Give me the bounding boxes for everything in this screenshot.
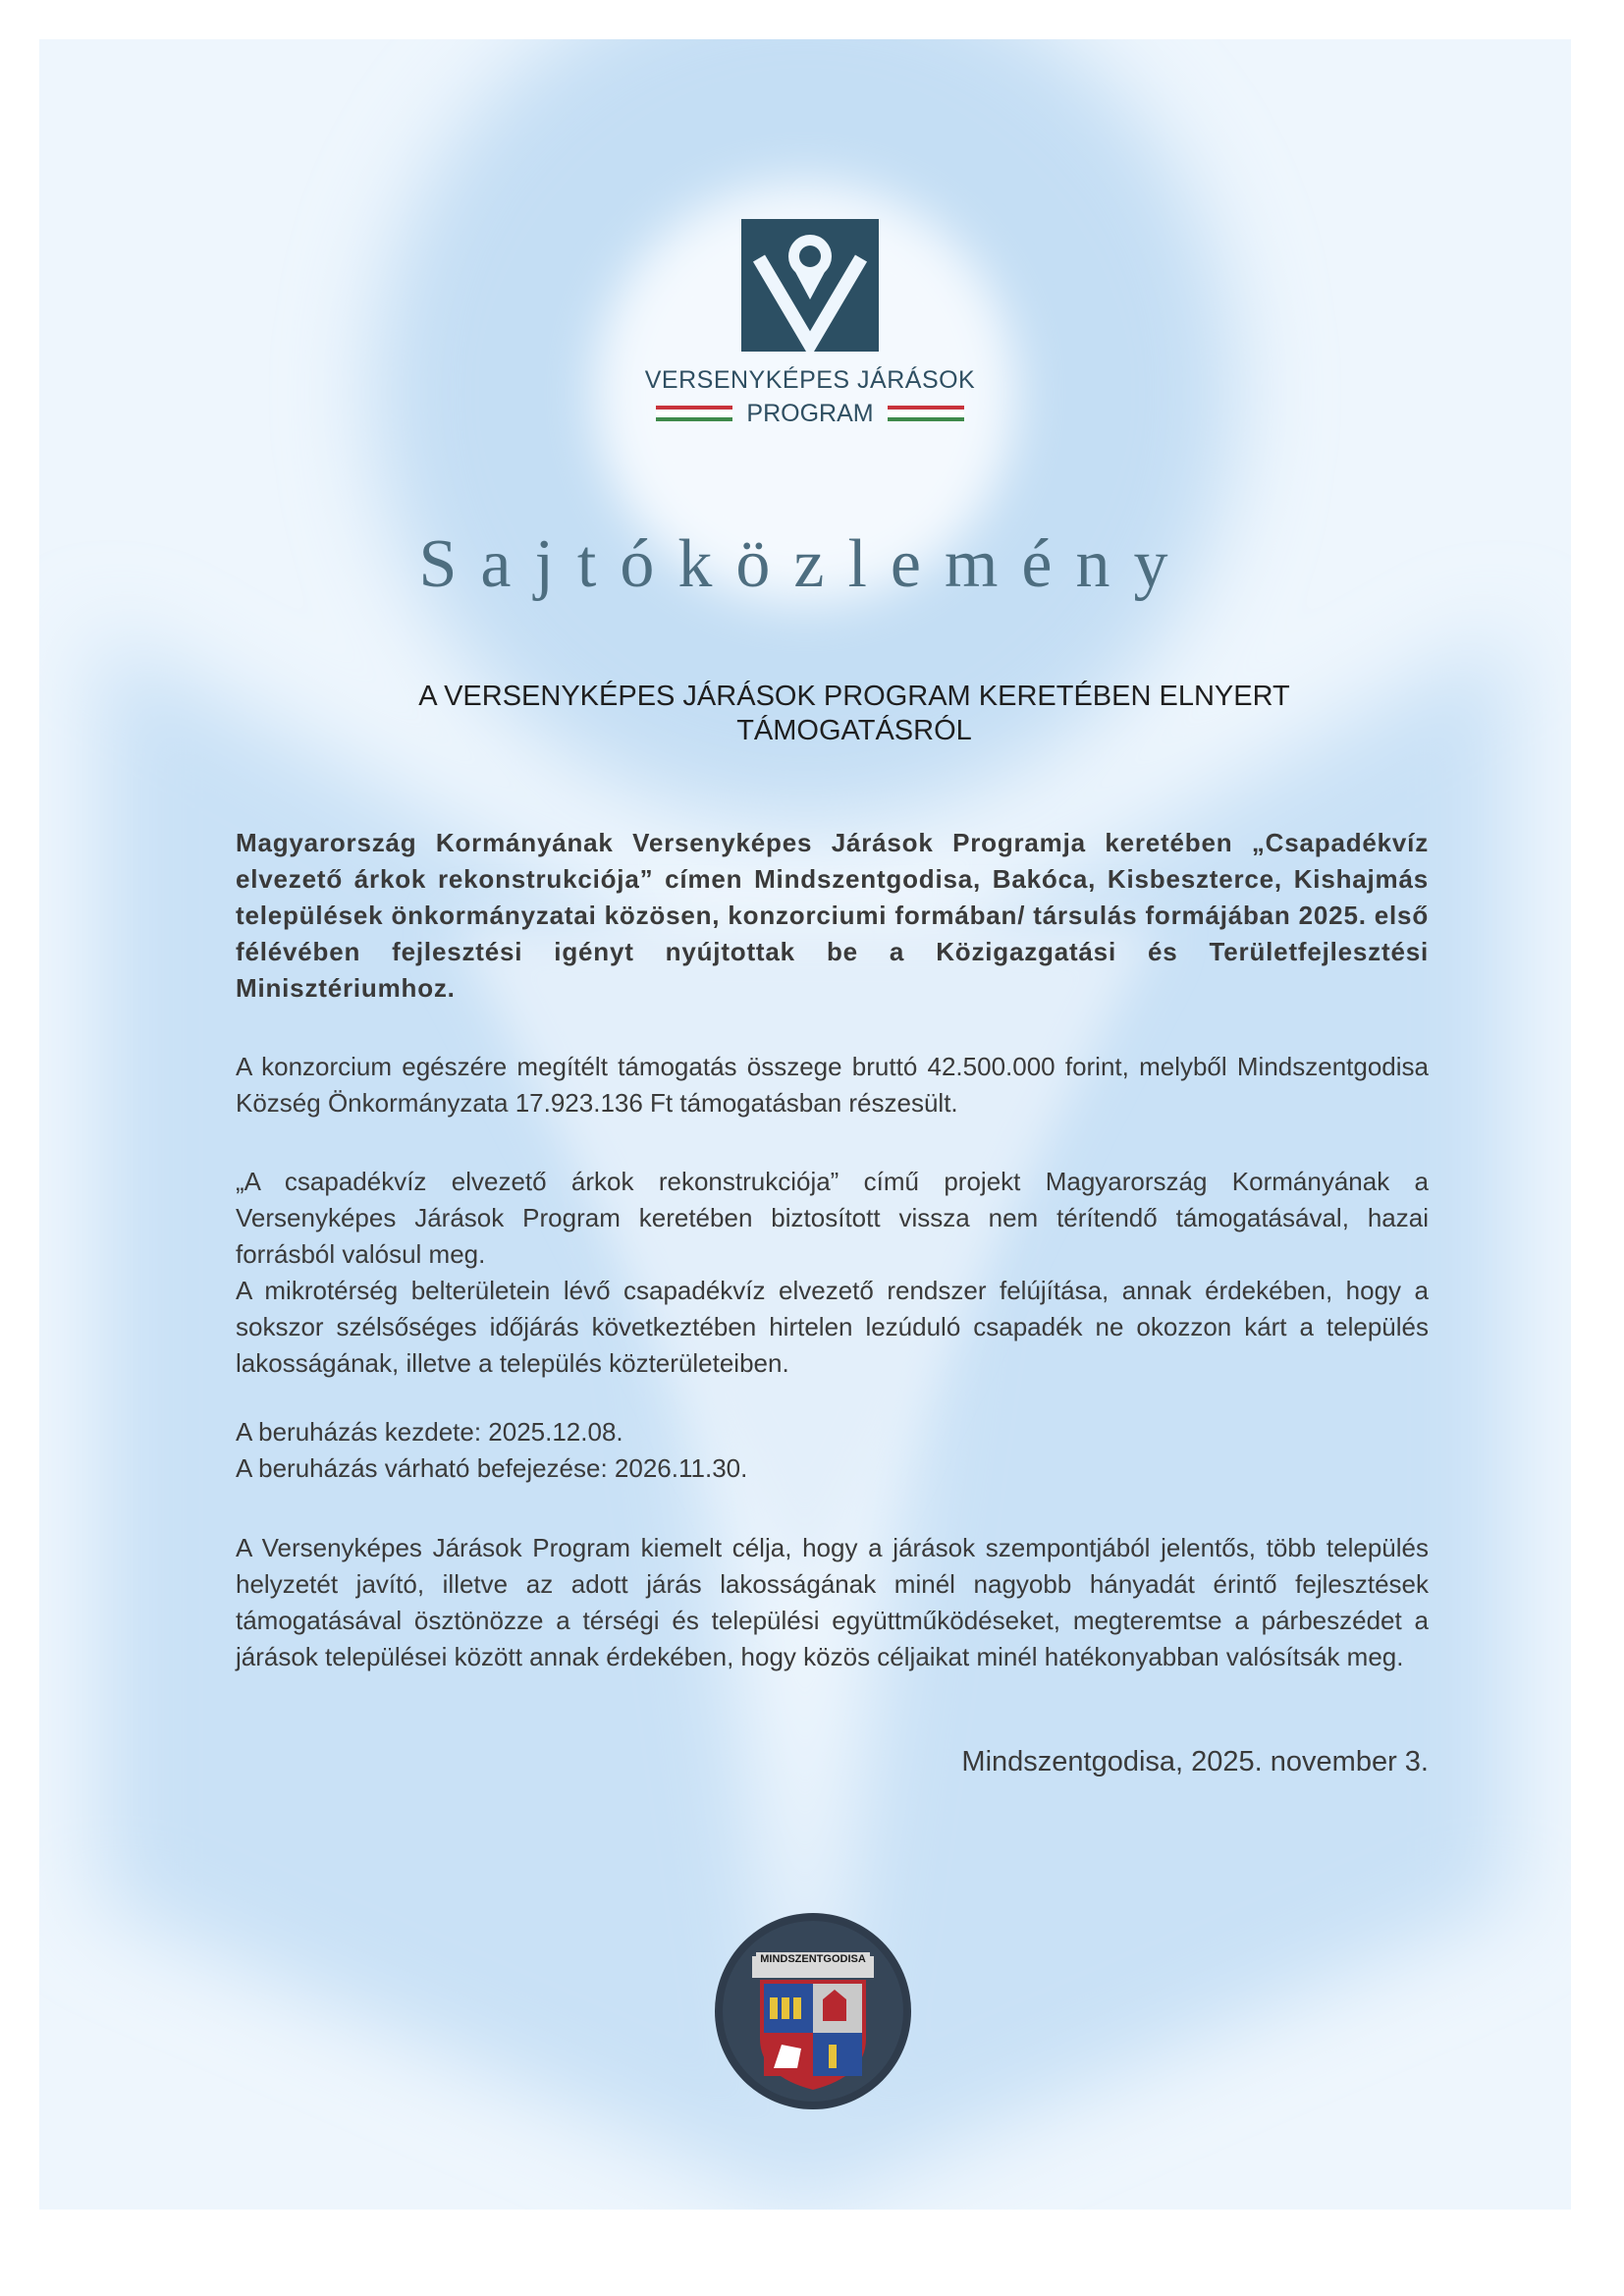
paragraph-1: Magyarország Kormányának Versenyképes Járások Programja keretében „Csapadékvíz elvezető árkok rekonstrukciója” címen Mindszentgodisa, Bakóca, Kisbeszterce, Kishajmás települések önkormányzatai közösen, konzorciumi formában/ társulás formájában 2025. első félévében fejlesztési igényt nyújtottak be a Közigazgatási és Területfejlesztési Minisztériumhoz. (236, 828, 1429, 1003)
place-and-date: Mindszentgodisa, 2025. november 3. (961, 1746, 1429, 1777)
schedule-block (236, 1414, 1429, 1487)
logo-wordmark (628, 363, 992, 428)
paragraph-2: A konzorcium egészére megítélt támogatás összege bruttó 42.500.000 forint, melyből Mindszentgodisa Község Önkormányzata 17.923.136 Ft támogatásban részesült. (236, 1052, 1429, 1118)
intro-paragraph (236, 825, 1429, 1007)
funding-paragraph (236, 1049, 1429, 1121)
seal-label: MINDSZENTGODISA (756, 1952, 870, 1967)
headline-line-2: TÁMOGATÁSRÓL (736, 715, 972, 746)
versenykepes-jarasok-logo (741, 219, 879, 352)
paragraph-3a: „A csapadékvíz elvezető árkok rekonstrukciója” című projekt Magyarország Kormányának a Versenyképes Járások Program keretében biztosított vissza nem térítendő támogatásával, hazai forrásból valósul meg. (236, 1167, 1429, 1269)
flag-stripes-left (656, 406, 732, 421)
logo-program-label: PROGRAM (746, 400, 874, 427)
flag-stripes-right (888, 406, 964, 421)
paragraph-4: A Versenyképes Járások Program kiemelt célja, hogy a járások szempontjából jelentős, több település helyzetét javító, illetve az adott járás lakosságának minél nagyobb hányadát érintő fejlesztések támogatásával ösztönözze a térségi és települési együttműködéseket, megteremtse a párbeszédet a járások települései között annak érdekében, hogy közös céljaikat minél hatékonyabban valósítsák meg. (236, 1533, 1429, 1671)
start-date-line: A beruházás kezdete: 2025.12.08. (236, 1417, 623, 1447)
project-paragraph (236, 1164, 1429, 1382)
headline (216, 680, 1492, 748)
paragraph-3b: A mikrotérség belterületein lévő csapadékvíz elvezető rendszer felújítása, annak érdekében, hogy a sokszor szélsőséges időjárás következtében hirtelen lezúduló csapadék ne okozzon kárt a település lakosságának, illetve a település közterületeiben. (236, 1276, 1429, 1378)
headline-line-1: A VERSENYKÉPES JÁRÁSOK PROGRAM KERETÉBEN ELNYERT (418, 681, 1290, 712)
program-goal-paragraph (236, 1530, 1429, 1675)
document-page (39, 39, 1571, 2210)
end-date-line: A beruházás várható befejezése: 2026.11.30. (236, 1453, 748, 1483)
logo-line-1: VERSENYKÉPES JÁRÁSOK (644, 366, 976, 394)
page-title: Sajtóközlemény (418, 526, 1192, 602)
municipal-seal-icon (713, 1911, 913, 2111)
logo-line-2 (628, 399, 992, 428)
